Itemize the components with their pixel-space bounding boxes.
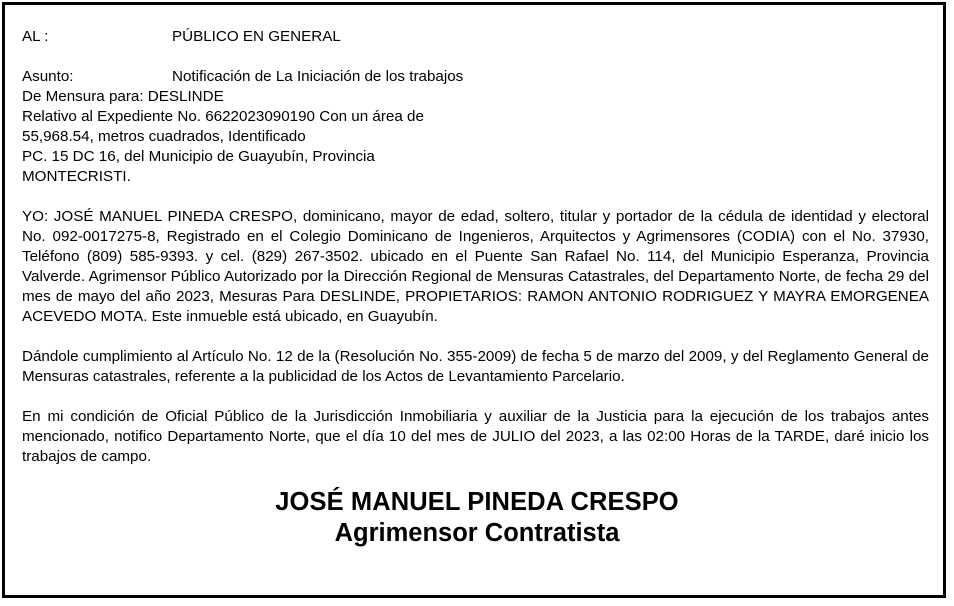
notice-body bbox=[22, 27, 929, 467]
subject-details bbox=[22, 87, 929, 187]
notice-frame bbox=[2, 2, 946, 598]
subject-detail-line: De Mensura para: DESLINDE bbox=[22, 88, 224, 105]
compliance-paragraph: Dándole cumplimiento al Artículo No. 12 de la (Resolución No. 355-2009) de fecha 5 de marzo del 2009, y del Reglamento General de Mensuras catastrales, referente a la publicidad de los Actos de Levantamiento Parcelario. bbox=[22, 348, 929, 385]
signatory-title: Agrimensor Contratista bbox=[334, 519, 620, 547]
subject-detail-line: 55,968.54, metros cuadrados, Identificado bbox=[22, 128, 306, 145]
signatory-name: JOSÉ MANUEL PINEDA CRESPO bbox=[275, 488, 679, 516]
subject-detail-line: MONTECRISTI. bbox=[22, 168, 131, 185]
subject-label: Asunto: bbox=[22, 68, 74, 85]
subject-value: Notificación de La Iniciación de los trabajos bbox=[172, 68, 464, 85]
notification-paragraph: En mi condición de Oficial Público de la Jurisdicción Inmobiliaria y auxiliar de la Justicia para la ejecución de los trabajos antes mencionado, notifico Departamento Norte, que el día 10 del mes de JULIO del 2023, a las 02:00 Horas de la TARDE, daré inicio los trabajos de campo. bbox=[22, 408, 929, 465]
subject-detail-line: Relativo al Expediente No. 6622023090190 Con un área de bbox=[22, 108, 424, 125]
declaration-paragraph: YO: JOSÉ MANUEL PINEDA CRESPO, dominicano, mayor de edad, soltero, titular y portador de la cédula de identidad y electoral No. 092-0017275-8, Registrado en el Colegio Dominicano de Ingenieros, Arquitectos y Agrimensores (CODIA) con el No. 37930, Teléfono (809) 585-9393. y cel. (829) 267-3502. ubicado en el Puente San Rafael No. 114, del Municipio Esperanza, Provincia Valverde. Agrimensor Público Autorizado por la Dirección Regional de Mensuras Catastrales, del Departamento Norte, de fecha 29 del mes de mayo del año 2023, Mesuras Para DESLINDE, PROPIETARIOS: RAMON ANTONIO RODRIGUEZ Y MAYRA EMORGENEA ACEVEDO MOTA. Este inmueble está ubicado, en Guayubín. bbox=[22, 208, 929, 325]
recipient-value: PÚBLICO EN GENERAL bbox=[172, 28, 341, 45]
signature-block bbox=[5, 486, 949, 548]
recipient-row bbox=[22, 27, 929, 47]
subject-row bbox=[22, 67, 929, 87]
subject-detail-line: PC. 15 DC 16, del Municipio de Guayubín, Provincia bbox=[22, 148, 375, 165]
recipient-label: AL : bbox=[22, 28, 49, 45]
